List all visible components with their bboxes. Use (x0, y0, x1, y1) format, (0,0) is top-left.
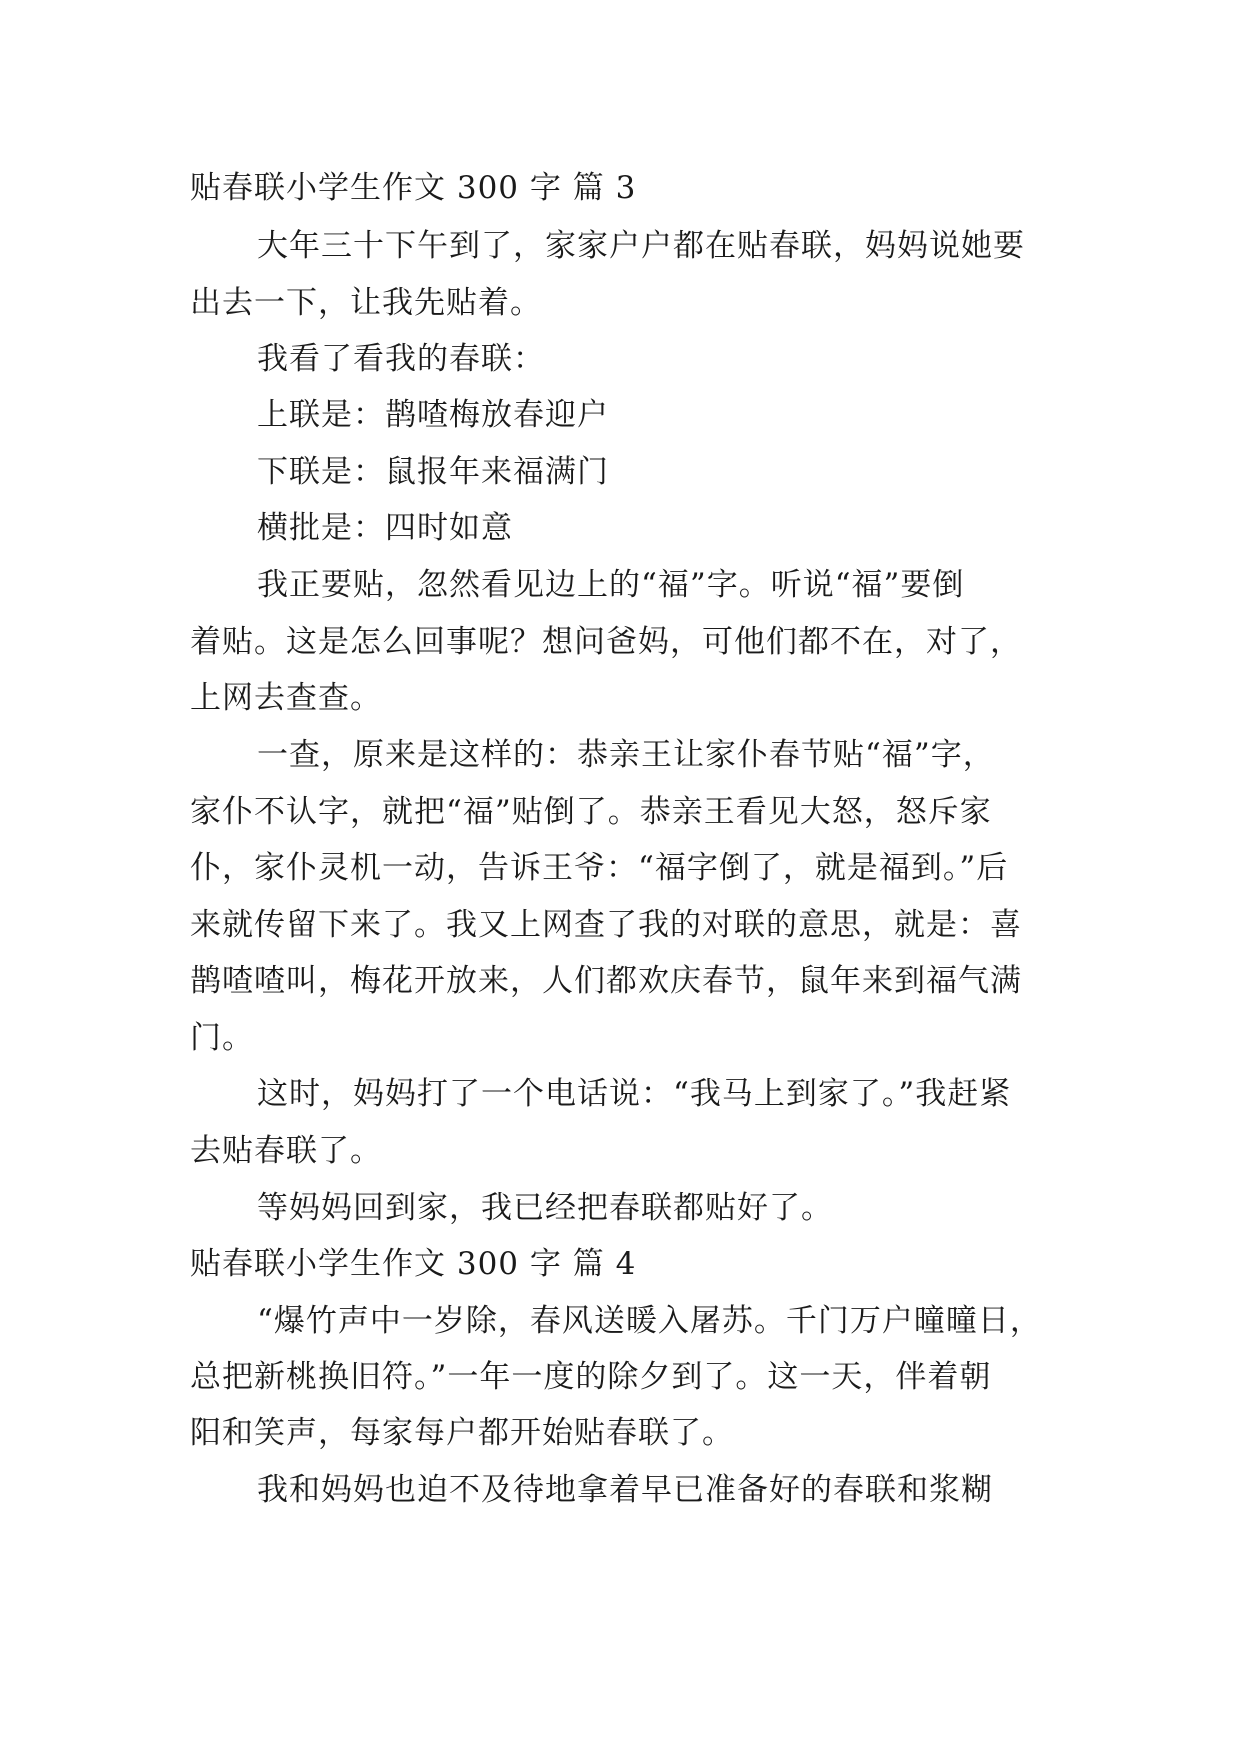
paragraph-line: 我看了看我的春联： (257, 341, 545, 377)
paragraph-line: “爆竹声中一岁除，春风送暖入屠苏。千门万户曈曈日， (257, 1303, 1042, 1339)
paragraph-line: 上网去查查。 (190, 680, 382, 716)
paragraph-line: 去贴春联了。 (190, 1133, 382, 1169)
section-4-title: 贴春联小学生作文 300 字 篇 4 (190, 1246, 637, 1282)
paragraph-line: 一查，原来是这样的：恭亲王让家仆春节贴“福”字， (257, 737, 995, 773)
couplet-upper-line: 上联是：鹊喳梅放春迎户 (257, 397, 609, 433)
paragraph-line: 阳和笑声，每家每户都开始贴春联了。 (190, 1415, 734, 1451)
paragraph-line: 大年三十下午到了，家家户户都在贴春联，妈妈说她要 (257, 228, 1025, 264)
paragraph-line: 这时，妈妈打了一个电话说：“我马上到家了。”我赶紧 (257, 1076, 1012, 1112)
paragraph-line: 总把新桃换旧符。”一年一度的除夕到了。这一天，伴着朝 (190, 1359, 992, 1395)
couplet-lower-line: 下联是：鼠报年来福满门 (257, 454, 609, 490)
paragraph-line: 我正要贴，忽然看见边上的“福”字。听说“福”要倒 (257, 567, 965, 603)
paragraph-line: 门。 (190, 1020, 254, 1056)
couplet-horizontal-line: 横批是：四时如意 (257, 510, 513, 546)
paragraph-line: 出去一下，让我先贴着。 (190, 285, 542, 321)
paragraph-line: 着贴。这是怎么回事呢？想问爸妈，可他们都不在，对了， (190, 624, 1022, 660)
section-3-title: 贴春联小学生作文 300 字 篇 3 (190, 170, 637, 206)
paragraph-line: 我和妈妈也迫不及待地拿着早已准备好的春联和浆糊 (257, 1472, 993, 1508)
paragraph-line: 来就传留下来了。我又上网查了我的对联的意思，就是：喜 (190, 907, 1022, 943)
paragraph-line: 鹊喳喳叫，梅花开放来，人们都欢庆春节，鼠年来到福气满 (190, 963, 1022, 999)
paragraph-line: 等妈妈回到家，我已经把春联都贴好了。 (257, 1190, 833, 1226)
paragraph-line: 家仆不认字，就把“福”贴倒了。恭亲王看见大怒，怒斥家 (190, 794, 992, 830)
paragraph-line: 仆，家仆灵机一动，告诉王爷：“福字倒了，就是福到。”后 (190, 850, 1009, 886)
